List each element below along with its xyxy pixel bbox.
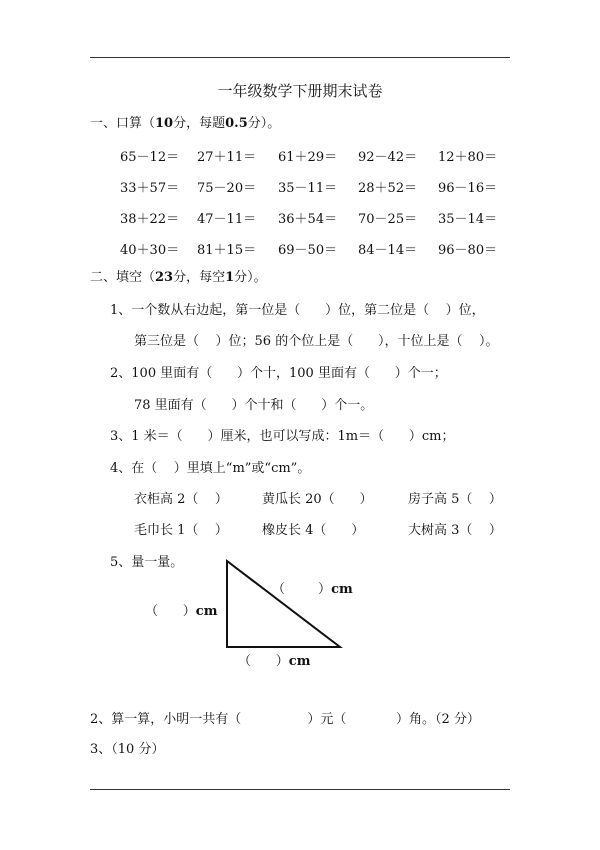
hypotenuse-label: （ ）cm xyxy=(272,582,353,597)
arithmetic-item: 33＋57＝ xyxy=(120,181,180,196)
arithmetic-item: 96－16＝ xyxy=(438,181,498,196)
bottom-side-label: （ ）cm xyxy=(238,654,311,669)
question-2-line-2: 78 里面有（ ）个十和（ ）个一。 xyxy=(134,398,374,413)
section2-heading: 二、填空（23分，每空1分）。 xyxy=(90,270,267,285)
question-last: 3、（10 分） xyxy=(90,742,165,757)
arithmetic-item: 38＋22＝ xyxy=(120,212,180,227)
arithmetic-item: 69－50＝ xyxy=(278,243,338,258)
question-1-line-1: 1、一个数从右边起，第一位是（ ）位，第二位是（ ）位， xyxy=(110,303,485,318)
arithmetic-item: 81＋15＝ xyxy=(197,243,257,258)
left-side-label: （ ）cm xyxy=(145,604,218,619)
question-3: 3、1 米＝（ ）厘米，也可以写成：1m＝（ ）cm； xyxy=(110,429,455,444)
unit-item: 房子高 5（ ） xyxy=(408,492,502,507)
arithmetic-item: 61＋29＝ xyxy=(278,150,338,165)
unit-item: 毛巾长 1（ ） xyxy=(134,523,228,538)
arithmetic-item: 12＋80＝ xyxy=(438,150,498,165)
arithmetic-item: 70－25＝ xyxy=(358,212,418,227)
arithmetic-item: 84－14＝ xyxy=(358,243,418,258)
arithmetic-item: 47－11＝ xyxy=(197,212,257,227)
arithmetic-item: 27＋11＝ xyxy=(197,150,257,165)
question-1-line-2: 第三位是（ ）位；56 的个位上是（ ），十位上是（ ）。 xyxy=(134,334,499,349)
arithmetic-item: 65－12＝ xyxy=(120,150,180,165)
section1-heading: 一、口算（10分，每题0.5分）。 xyxy=(90,116,281,131)
arithmetic-item: 35－14＝ xyxy=(438,212,498,227)
arithmetic-item: 40＋30＝ xyxy=(120,243,180,258)
question-5: 5、量一量。 xyxy=(110,555,184,570)
bottom-rule xyxy=(90,789,510,790)
unit-item: 橡皮长 4（ ） xyxy=(262,523,365,538)
arithmetic-item: 75－20＝ xyxy=(197,181,257,196)
page-title: 一年级数学下册期末试卷 xyxy=(217,82,383,100)
arithmetic-item: 36＋54＝ xyxy=(278,212,338,227)
arithmetic-item: 92－42＝ xyxy=(358,150,418,165)
arithmetic-item: 96－80＝ xyxy=(438,243,498,258)
unit-item: 大树高 3（ ） xyxy=(408,523,502,538)
arithmetic-item: 35－11＝ xyxy=(278,181,338,196)
unit-item: 衣柜高 2（ ） xyxy=(134,492,228,507)
unit-item: 黄瓜长 20（ ） xyxy=(262,492,373,507)
right-triangle xyxy=(227,561,340,647)
question-money: 2、算一算，小明一共有（ ）元（ ）角。（2 分） xyxy=(90,712,480,727)
question-4: 4、在（ ）里填上“m”或“cm”。 xyxy=(110,461,311,476)
question-2-line-1: 2、100 里面有（ ）个十，100 里面有（ ）个一； xyxy=(110,366,447,381)
arithmetic-item: 28＋52＝ xyxy=(358,181,418,196)
